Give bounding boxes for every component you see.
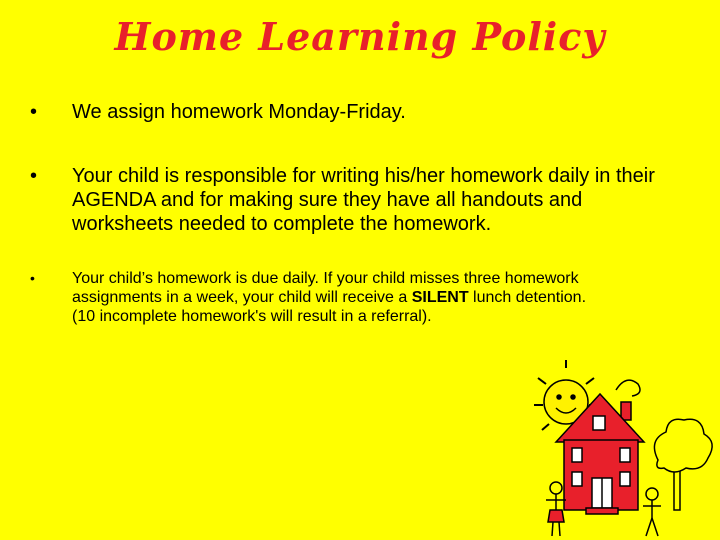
child-boy-icon	[643, 488, 661, 536]
page-title: Home Learning Policy	[114, 14, 606, 59]
bullet-list	[30, 100, 670, 326]
tree-icon	[654, 419, 712, 510]
bullet-text-after: lunch detention. (10 incomplete homework's will result in a referral).	[72, 289, 587, 325]
bullet-dot: •	[30, 101, 38, 123]
silent-emphasis: SILENT	[411, 289, 469, 306]
bullet-item	[30, 164, 662, 236]
bullet-text-before: Your child’s homework is due daily. If your child misses three homework assignments in a week, your child will receive a	[72, 270, 579, 306]
bullet-dot: •	[30, 165, 38, 187]
bullet-item	[30, 269, 612, 326]
bullet-dot: •	[30, 270, 35, 286]
bullet-item	[30, 100, 670, 124]
swirl-icon	[616, 380, 640, 396]
bullet-text: Your child is responsible for writing his/her homework daily in their AGENDA and for making sure they have all handouts and worksheets needed to complete the homework.	[72, 165, 655, 235]
bullet-text: We assign homework Monday-Friday.	[72, 101, 406, 123]
child-girl-icon	[546, 482, 566, 536]
school-house-sun-children-tree-icon	[498, 360, 720, 540]
